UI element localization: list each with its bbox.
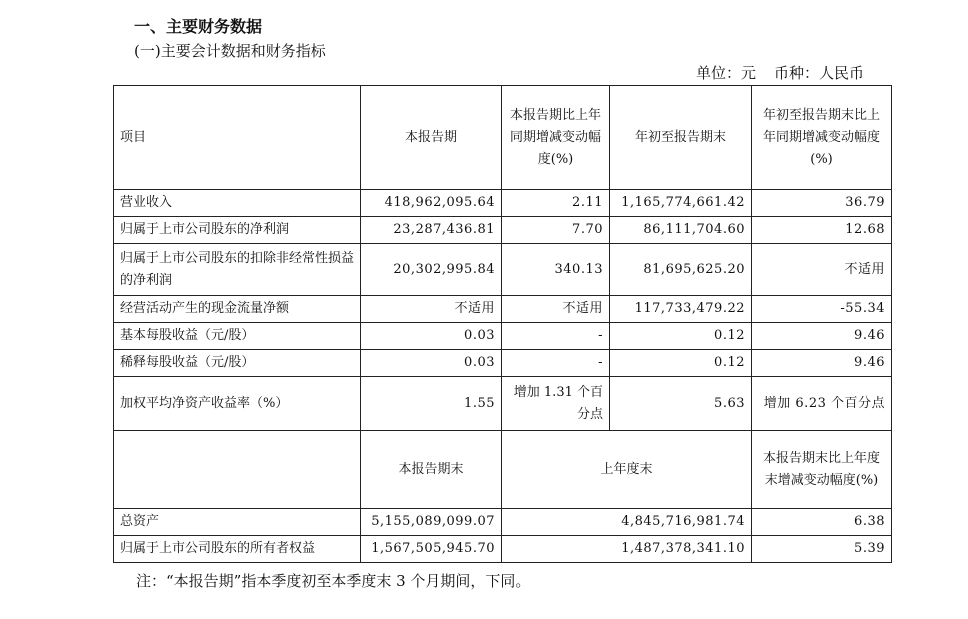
header2-period-end: 本报告期末 <box>361 431 502 509</box>
financial-data-table <box>113 85 892 563</box>
cell-ytd: 0.12 <box>610 323 752 350</box>
cell-change: - <box>502 323 610 350</box>
header-change-pct: 本报告期比上年同期增减变动幅度(%) <box>502 86 610 190</box>
table-row <box>114 296 892 323</box>
cell-ytd: 86,111,704.60 <box>610 217 752 244</box>
currency-label: 币种：人民币 <box>773 64 864 82</box>
cell-prior-year-end: 4,845,716,981.74 <box>502 509 752 536</box>
cell-ytd: 0.12 <box>610 350 752 377</box>
header-ytd: 年初至报告期末 <box>610 86 752 190</box>
cell-change: 7.70 <box>502 217 610 244</box>
header2-change-pct: 本报告期末比上年度末增减变动幅度(%) <box>752 431 892 509</box>
cell-ytd: 5.63 <box>610 377 752 431</box>
unit-currency-line <box>696 62 864 84</box>
table-row <box>114 377 892 431</box>
row-label: 加权平均净资产收益率（%） <box>114 377 361 431</box>
table-row <box>114 323 892 350</box>
cell-ytd-change: 36.79 <box>752 190 892 217</box>
cell-change: 6.38 <box>752 509 892 536</box>
header-ytd-change-pct: 年初至报告期末比上年同期增减变动幅度(%) <box>752 86 892 190</box>
cell-current: 1.55 <box>361 377 502 431</box>
table-row <box>114 536 892 563</box>
cell-ytd-change: 增加 6.23 个百分点 <box>752 377 892 431</box>
cell-current: 23,287,436.81 <box>361 217 502 244</box>
cell-ytd-change: -55.34 <box>752 296 892 323</box>
cell-current: 0.03 <box>361 350 502 377</box>
header2-item <box>114 431 361 509</box>
section-heading: 一、主要财务数据 <box>134 17 263 36</box>
cell-current: 不适用 <box>361 296 502 323</box>
cell-ytd-change: 9.46 <box>752 323 892 350</box>
section-subheading: (一)主要会计数据和财务指标 <box>134 42 326 60</box>
cell-change: - <box>502 350 610 377</box>
row-label: 归属于上市公司股东的所有者权益 <box>114 536 361 563</box>
table-row <box>114 350 892 377</box>
row-label: 归属于上市公司股东的净利润 <box>114 217 361 244</box>
cell-period-end: 1,567,505,945.70 <box>361 536 502 563</box>
cell-current: 418,962,095.64 <box>361 190 502 217</box>
row-label: 经营活动产生的现金流量净额 <box>114 296 361 323</box>
table-header-row-2 <box>114 431 892 509</box>
cell-change: 不适用 <box>502 296 610 323</box>
row-label: 基本每股收益（元/股） <box>114 323 361 350</box>
unit-label: 单位：元 <box>695 64 756 82</box>
footnote: 注：“本报告期”指本季度初至本季度末 3 个月期间，下同。 <box>136 572 531 590</box>
cell-current: 0.03 <box>361 323 502 350</box>
header-item: 项目 <box>114 86 361 190</box>
cell-change: 2.11 <box>502 190 610 217</box>
row-label: 总资产 <box>114 509 361 536</box>
cell-ytd: 1,165,774,661.42 <box>610 190 752 217</box>
table-row <box>114 509 892 536</box>
cell-prior-year-end: 1,487,378,341.10 <box>502 536 752 563</box>
cell-ytd-change: 12.68 <box>752 217 892 244</box>
cell-change: 340.13 <box>502 244 610 296</box>
cell-ytd: 81,695,625.20 <box>610 244 752 296</box>
table-row <box>114 190 892 217</box>
header-current-period: 本报告期 <box>361 86 502 190</box>
table-row <box>114 244 892 296</box>
row-label: 归属于上市公司股东的扣除非经常性损益的净利润 <box>114 244 361 296</box>
row-label: 营业收入 <box>114 190 361 217</box>
cell-change: 增加 1.31 个百分点 <box>502 377 610 431</box>
table-row <box>114 217 892 244</box>
cell-ytd: 117,733,479.22 <box>610 296 752 323</box>
header2-prior-year-end: 上年度末 <box>502 431 752 509</box>
cell-change: 5.39 <box>752 536 892 563</box>
cell-ytd-change: 不适用 <box>752 244 892 296</box>
cell-period-end: 5,155,089,099.07 <box>361 509 502 536</box>
table-header-row <box>114 86 892 190</box>
cell-current: 20,302,995.84 <box>361 244 502 296</box>
cell-ytd-change: 9.46 <box>752 350 892 377</box>
row-label: 稀释每股收益（元/股） <box>114 350 361 377</box>
